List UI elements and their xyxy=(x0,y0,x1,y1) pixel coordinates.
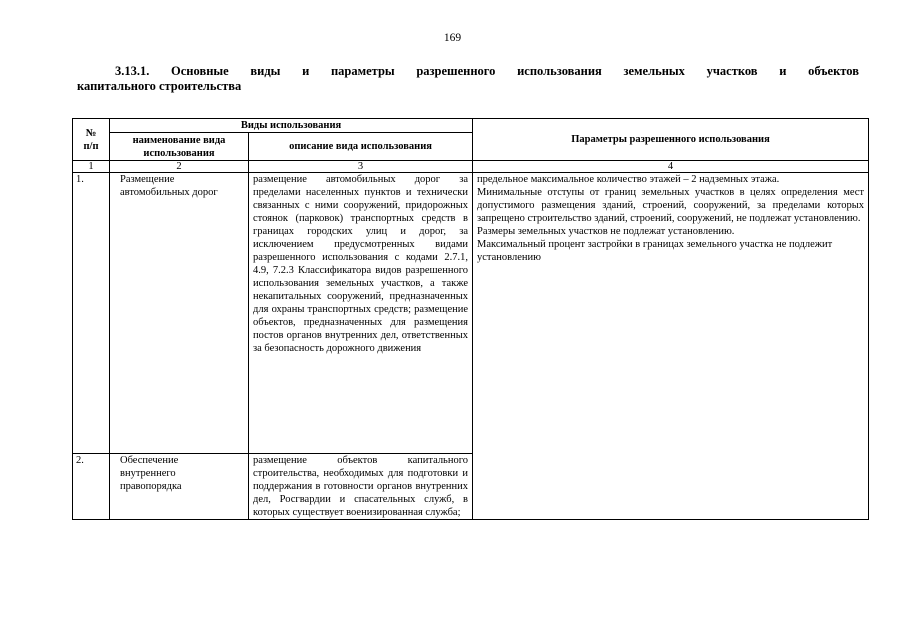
parameter-line: предельное максимальное количество этажей – 2 надземных этажа. xyxy=(477,174,780,185)
section-title-word: параметры xyxy=(330,64,395,78)
header-uses-group: Виды использования xyxy=(110,119,473,133)
section-number: 3.13.1. xyxy=(115,64,150,78)
use-name: Размещение автомобильных дорог xyxy=(110,173,249,454)
uses-table xyxy=(72,118,869,520)
page-number: 169 xyxy=(443,32,462,44)
use-description: размещение автомобильных дорог за пределами населенных пунктов и технически связанных с ними сооружений, придорожных стоянок (парковок) транспортных средств в границах городских улиц и дорог, за исключением предусмотренных видами разрешенного использования с кодами 2.7.1, 4.9, 7.2.3 Классификатора видов разрешенного использования земельных участков, а также некапитальных сооружений, предназначенных для охраны транспортных средств; размещение объектов, предназначенных для размещения постов органов внутренних дел, ответственных за безопасность дорожного движения xyxy=(249,173,473,454)
table-row xyxy=(73,173,869,454)
section-heading-line1 xyxy=(77,64,859,79)
index-cell: 4 xyxy=(473,161,869,173)
row-number: 2. xyxy=(73,454,110,520)
section-title-word: разрешенного xyxy=(416,64,496,78)
section-title-word: земельных xyxy=(623,64,685,78)
header-use-name: наименование вида использования xyxy=(110,133,249,161)
section-title-word: участков xyxy=(706,64,758,78)
row-number: 1. xyxy=(73,173,110,454)
section-title-word: и xyxy=(779,64,787,78)
use-name: Обеспечение внутреннего правопорядка xyxy=(110,454,249,520)
index-cell: 1 xyxy=(73,161,110,173)
section-title-word: использования xyxy=(517,64,602,78)
section-title-word: объектов xyxy=(808,64,859,78)
header-use-description: описание вида использования xyxy=(249,133,473,161)
index-cell: 3 xyxy=(249,161,473,173)
index-cell: 2 xyxy=(110,161,249,173)
parameter-line: Минимальные отступы от границ земельных участков в целях определения мест допустимого размещения зданий, строений, сооружений, за пределами которых запрещено строительство зданий, строений, сооружений, не подлежат установлению. xyxy=(477,187,865,224)
section-title-word: виды xyxy=(250,64,281,78)
section-title-word: и xyxy=(302,64,310,78)
header-number: № п/п xyxy=(73,119,110,161)
header-parameters: Параметры разрешенного использования xyxy=(473,119,869,161)
section-heading xyxy=(77,64,859,94)
parameter-line: Максимальный процент застройки в границах земельного участка не подлежит установлению xyxy=(477,239,833,263)
section-title-word: Основные xyxy=(171,64,229,78)
section-title-line2: капитального строительства xyxy=(77,79,242,93)
use-description: размещение объектов капитального строительства, необходимых для подготовки и поддержания в готовности органов внутренних дел, Росгвардии и спасательных служб, в которых существует военизированная служба; xyxy=(249,454,473,520)
use-parameters xyxy=(473,173,869,520)
parameter-line: Размеры земельных участков не подлежат установлению. xyxy=(477,226,735,237)
